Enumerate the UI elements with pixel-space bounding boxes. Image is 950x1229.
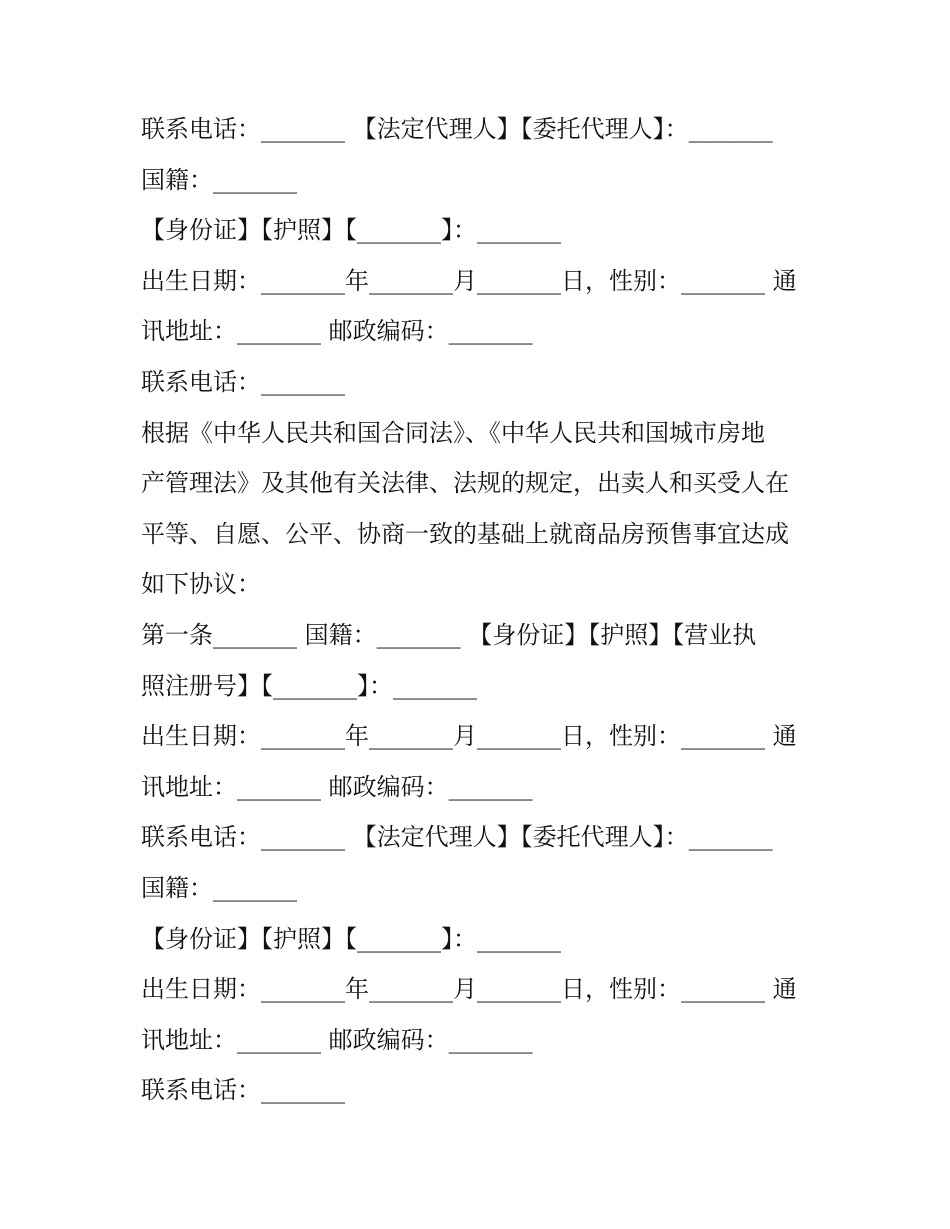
contact-phone-line: 联系电话：_______ — [141, 1076, 345, 1105]
legal-basis-line-2: 产管理法》及其他有关法律、法规的规定，出卖人和买受人在 — [141, 469, 789, 498]
nationality-line: 国籍：_______ — [141, 873, 297, 902]
id-document-line: 【身份证】【护照】【_______】：_______ — [141, 216, 561, 245]
legal-basis-line-3: 平等、自愿、公平、协商一致的基础上就商品房预售事宜达成 — [141, 519, 789, 548]
document-body — [141, 104, 821, 1116]
address-postcode-line: 讯地址：_______ 邮政编码：_______ — [141, 1025, 533, 1054]
address-postcode-line: 讯地址：_______ 邮政编码：_______ — [141, 772, 533, 801]
contact-phone-agent-line: 联系电话：_______ 【法定代理人】【委托代理人】：_______ — [141, 823, 773, 852]
legal-basis-line-1: 根据《中华人民共和国合同法》、《中华人民共和国城市房地 — [141, 418, 765, 447]
registration-number-line: 照注册号】【_______】：_______ — [141, 671, 477, 700]
legal-basis-line-4: 如下协议： — [141, 570, 261, 599]
address-postcode-line: 讯地址：_______ 邮政编码：_______ — [141, 317, 533, 346]
birth-date-gender-line: 出生日期：_______年_______月_______日，性别：_______ 通 — [141, 975, 797, 1004]
contact-phone-agent-line: 联系电话：_______ 【法定代理人】【委托代理人】：_______ — [141, 115, 773, 143]
nationality-line: 国籍：_______ — [141, 165, 297, 194]
article-one-line: 第一条_______ 国籍：_______ 【身份证】【护照】【营业执 — [141, 620, 757, 649]
birth-date-gender-line: 出生日期：_______年_______月_______日，性别：_______ 通 — [141, 722, 797, 751]
id-document-line: 【身份证】【护照】【_______】：_______ — [141, 924, 561, 953]
birth-date-gender-line: 出生日期：_______年_______月_______日，性别：_______ 通 — [141, 266, 797, 295]
contact-phone-line: 联系电话：_______ — [141, 367, 345, 396]
